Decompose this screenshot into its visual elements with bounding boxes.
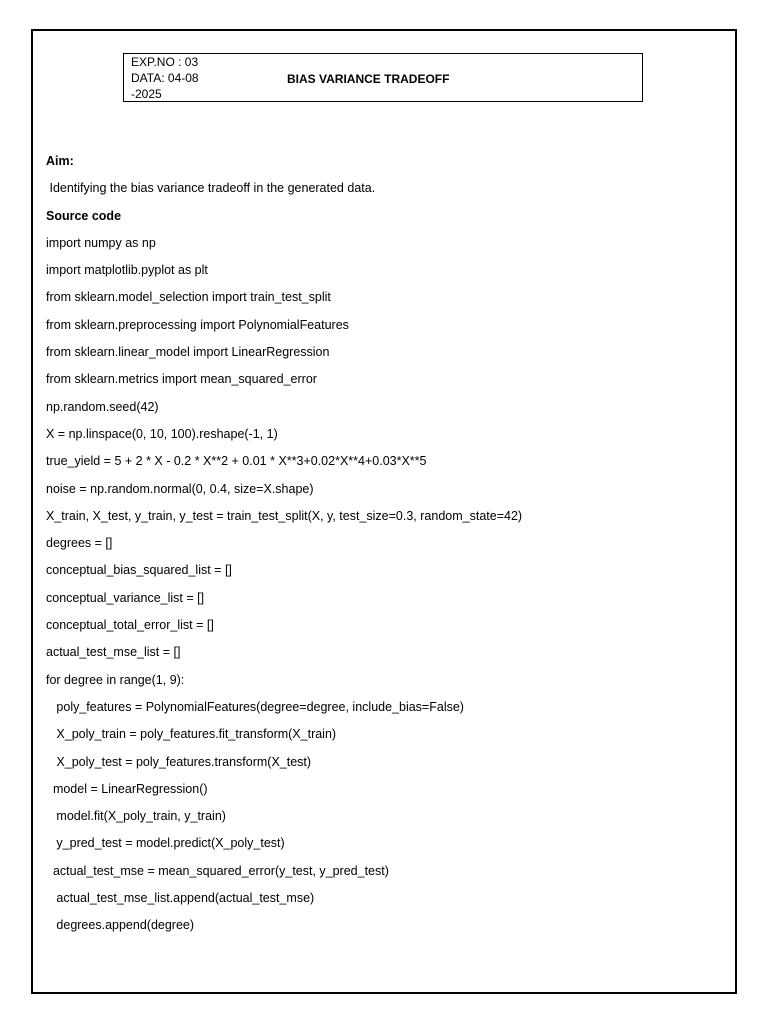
code-line: poly_features = PolynomialFeatures(degree=degree, include_bias=False) — [46, 699, 464, 714]
code-line: from sklearn.metrics import mean_squared_error — [46, 372, 317, 387]
code-line: from sklearn.preprocessing import PolynomialFeatures — [46, 317, 349, 332]
source-code-heading: Source code — [46, 208, 122, 223]
code-line: conceptual_total_error_list = [] — [46, 618, 214, 633]
code-line: X = np.linspace(0, 10, 100).reshape(-1, 1) — [46, 426, 278, 441]
code-line: actual_test_mse_list = [] — [46, 645, 181, 660]
code-line: true_yield = 5 + 2 * X - 0.2 * X**2 + 0.01 * X**3+0.02*X**4+0.03*X**5 — [46, 454, 427, 469]
header-meta — [131, 54, 221, 102]
code-block — [46, 234, 726, 944]
code-line: import numpy as np — [46, 235, 156, 250]
code-line: model.fit(X_poly_train, y_train) — [46, 809, 226, 824]
code-line: X_poly_test = poly_features.transform(X_test) — [46, 754, 312, 769]
code-line: y_pred_test = model.predict(X_poly_test) — [46, 836, 285, 851]
code-line: X_train, X_test, y_train, y_test = train_test_split(X, y, test_size=0.3, random_state=42) — [46, 508, 523, 523]
code-line: import matplotlib.pyplot as plt — [46, 263, 208, 278]
exp-number: EXP.NO : 03 — [131, 55, 199, 69]
code-line: degrees = [] — [46, 536, 113, 551]
code-line: conceptual_bias_squared_list = [] — [46, 563, 232, 578]
code-line: X_poly_train = poly_features.fit_transform(X_train) — [46, 727, 337, 742]
code-line: actual_test_mse = mean_squared_error(y_test, y_pred_test) — [46, 863, 389, 878]
code-line: actual_test_mse_list.append(actual_test_mse) — [46, 891, 315, 906]
experiment-header — [123, 53, 643, 102]
code-line: degrees.append(degree) — [46, 918, 195, 933]
date-line-1: DATA: 04-08 — [131, 71, 199, 85]
code-line: from sklearn.linear_model import LinearRegression — [46, 345, 330, 360]
code-line: for degree in range(1, 9): — [46, 672, 185, 687]
code-line: noise = np.random.normal(0, 0.4, size=X.shape) — [46, 481, 314, 496]
code-line: model = LinearRegression() — [46, 781, 208, 796]
aim-heading: Aim: — [46, 154, 74, 168]
document-body — [46, 152, 726, 944]
date-line-2: -2025 — [131, 87, 162, 101]
aim-text: Identifying the bias variance tradeoff in the generated data. — [46, 181, 376, 196]
code-line: from sklearn.model_selection import train_test_split — [46, 290, 331, 305]
code-line: conceptual_variance_list = [] — [46, 590, 205, 605]
experiment-title: BIAS VARIANCE TRADEOFF — [287, 72, 450, 86]
code-line: np.random.seed(42) — [46, 399, 159, 414]
